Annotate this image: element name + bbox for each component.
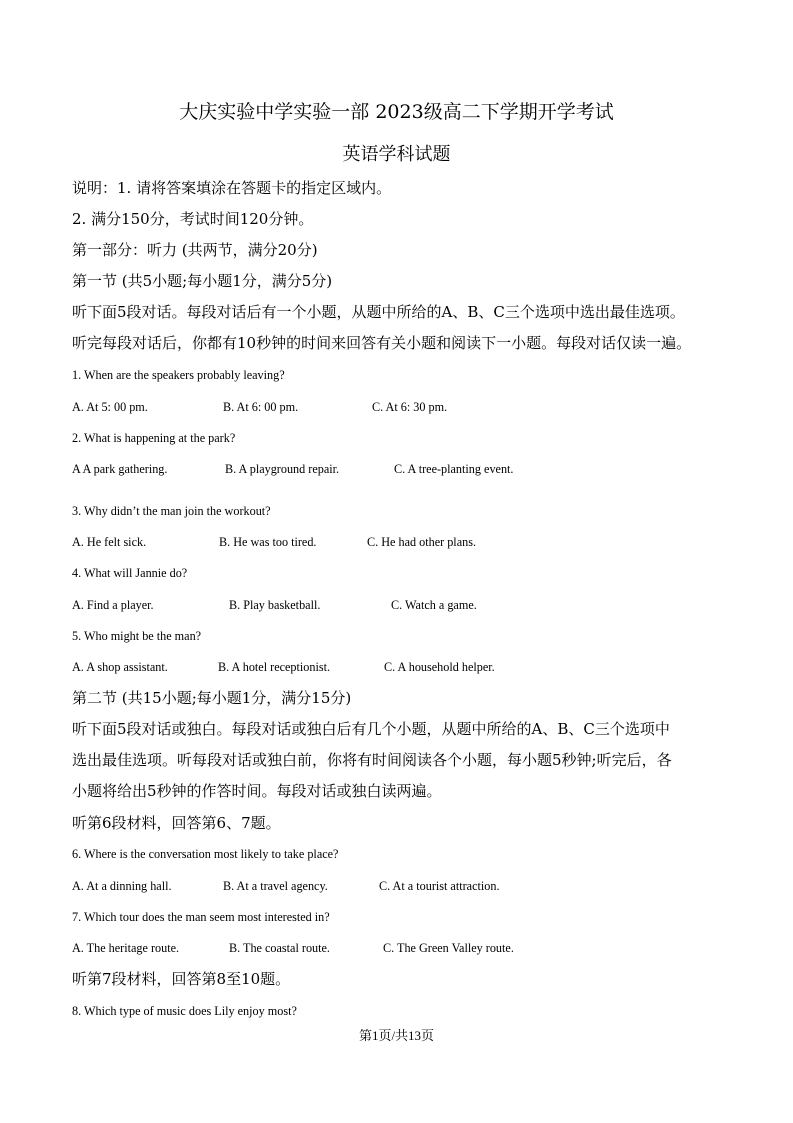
section2-directions-1: 听下面5段对话或独白。每段对话或独白后有几个小题，从题中所给的A、B、C三个选项中: [72, 720, 670, 738]
instruction-line-1: 说明：1. 请将答案填涂在答题卡的指定区域内。: [72, 179, 392, 197]
option-b: B. The coastal route.: [229, 941, 330, 955]
section1-heading: 第一节 (共5小题;每小题1分，满分5分): [72, 272, 333, 290]
option-c: C. A tree-planting event.: [394, 462, 514, 476]
option-c: C. The Green Valley route.: [383, 941, 514, 955]
option-c: C. At a tourist attraction.: [379, 879, 500, 893]
option-b: B. A hotel receptionist.: [218, 660, 331, 674]
material-6-heading: 听第6段材料，回答第6、7题。: [72, 814, 281, 832]
option-c: C. Watch a game.: [391, 598, 477, 612]
question-stem: 2. What is happening at the park?: [72, 431, 236, 445]
option-a: A A park gathering.: [72, 462, 168, 476]
part1-heading: 第一部分：听力 (共两节，满分20分): [72, 241, 318, 259]
section2-directions-2: 选出最佳选项。听每段对话或独白前，你将有时间阅读各个小题，每小题5秒钟;听完后，各: [72, 751, 672, 769]
option-a: A. A shop assistant.: [72, 660, 168, 674]
question-stem: 4. What will Jannie do?: [72, 566, 188, 580]
option-a: A. He felt sick.: [72, 535, 147, 549]
option-a: A. At 5: 00 pm.: [72, 400, 148, 414]
option-a: A. The heritage route.: [72, 941, 180, 955]
exam-subtitle: 英语学科试题: [342, 144, 451, 165]
option-c: C. At 6: 30 pm.: [372, 400, 448, 414]
question-stem: 6. Where is the conversation most likely to take place?: [72, 847, 339, 861]
option-c: C. He had other plans.: [367, 535, 476, 549]
question-stem: 5. Who might be the man?: [72, 629, 202, 643]
section1-directions-2: 听完每段对话后，你都有10秒钟的时间来回答有关小题和阅读下一小题。每段对话仅读一遍。: [72, 334, 692, 352]
question-stem: 8. Which type of music does Lily enjoy most?: [72, 1004, 297, 1018]
material-7-heading: 听第7段材料，回答第8至10题。: [72, 970, 291, 988]
exam-title: 大庆实验中学实验一部 2023级高二下学期开学考试: [179, 101, 614, 123]
question-stem: 3. Why didn’t the man join the workout?: [72, 504, 271, 518]
question-stem: 7. Which tour does the man seem most interested in?: [72, 910, 330, 924]
option-b: B. At 6: 00 pm.: [223, 400, 299, 414]
option-a: A. Find a player.: [72, 598, 154, 612]
section2-heading: 第二节 (共15小题;每小题1分，满分15分): [72, 689, 352, 707]
section2-directions-3: 小题将给出5秒钟的作答时间。每段对话或独白读两遍。: [72, 782, 442, 800]
option-b: B. At a travel agency.: [223, 879, 328, 893]
option-a: A. At a dinning hall.: [72, 879, 172, 893]
instruction-line-2: 2. 满分150分，考试时间120分钟。: [72, 210, 314, 228]
section1-directions-1: 听下面5段对话。每段对话后有一个小题，从题中所给的A、B、C三个选项中选出最佳选项。: [72, 303, 685, 321]
option-b: B. He was too tired.: [219, 535, 317, 549]
page-number: 第1页/共13页: [358, 1028, 435, 1043]
option-b: B. A playground repair.: [225, 462, 340, 476]
option-c: C. A household helper.: [384, 660, 495, 674]
option-b: B. Play basketball.: [229, 598, 321, 612]
question-stem: 1. When are the speakers probably leaving?: [72, 368, 285, 382]
